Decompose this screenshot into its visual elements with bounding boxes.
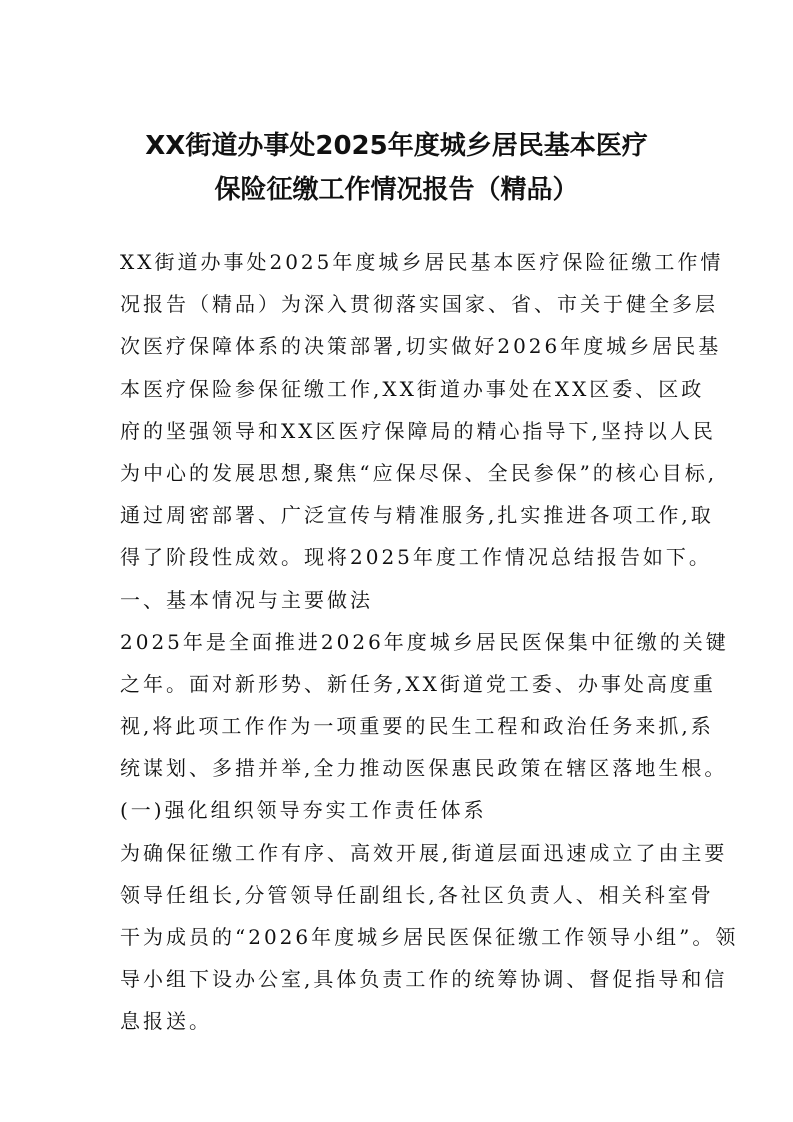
text-line: 视,将此项工作作为一项重要的民生工程和政治任务来抓,系	[120, 714, 714, 739]
text-line: 导小组下设办公室,具体负责工作的统筹协调、督促指导和信	[120, 967, 728, 992]
text-line: 次医疗保障体系的决策部署,切实做好2026年度城乡居民基	[120, 334, 722, 359]
document-body	[120, 241, 739, 1043]
text-line: 之年。面对新形势、新任务,XX街道党工委、办事处高度重	[120, 671, 716, 696]
text-line: 况报告（精品）为深入贯彻落实国家、省、市关于健全多层	[120, 292, 718, 317]
text-line: 息报送。	[120, 1009, 212, 1034]
text-line: 2025年是全面推进2026年度城乡居民医保集中征缴的关键	[120, 629, 729, 654]
paragraph	[120, 832, 739, 1043]
text-line: 为确保征缴工作有序、高效开展,街道层面迅速成立了由主要	[120, 840, 728, 865]
text-line: 得了阶段性成效。现将2025年度工作情况总结报告如下。	[120, 545, 712, 570]
text-line: 统谋划、多措并举,全力推动医保惠民政策在辖区落地生根。	[120, 756, 728, 781]
paragraph	[120, 621, 729, 790]
section-heading	[120, 789, 672, 831]
paragraph	[120, 241, 724, 579]
title-line-2: 保险征缴工作情况报告（精品）	[214, 175, 579, 205]
document-title	[0, 124, 793, 212]
text-line: (一)强化组织领导夯实工作责任体系	[120, 798, 487, 823]
text-line: XX街道办事处2025年度城乡居民基本医疗保险征缴工作情	[120, 250, 724, 274]
text-line: 领导任组长,分管领导任副组长,各社区负责人、相关科室骨	[120, 882, 714, 907]
text-line: 为中心的发展思想,聚焦“应保尽保、全民参保”的核心目标,	[120, 460, 718, 485]
text-line: 府的坚强领导和XX区医疗保障局的精心指导下,坚持以人民	[120, 418, 716, 443]
text-line: 干为成员的“2026年度城乡居民医保征缴工作领导小组”。领	[120, 925, 739, 949]
text-line: 本医疗保险参保征缴工作,XX街道办事处在XX区委、区政	[120, 376, 705, 401]
section-heading	[120, 579, 672, 621]
title-line-1: XX街道办事处2025年度城乡居民基本医疗	[145, 131, 648, 161]
text-line: 通过周密部署、广泛宣传与精准服务,扎实推进各项工作,取	[120, 503, 714, 528]
text-line: 一、基本情况与主要做法	[120, 587, 373, 612]
